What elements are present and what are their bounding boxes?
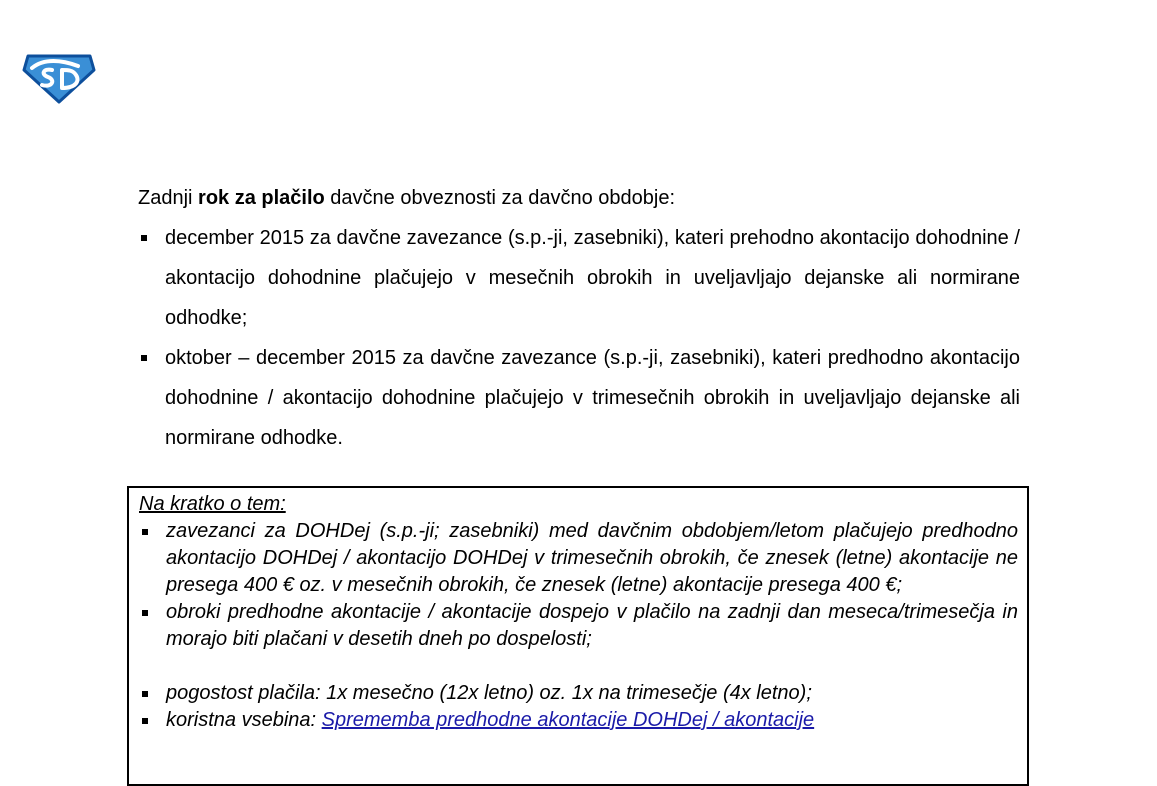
company-logo bbox=[22, 48, 96, 104]
lead-text-pre: Zadnji bbox=[138, 187, 199, 209]
deadline-item: december 2015 za davčne zavezance (s.p.-ji, zasebniki), kateri prehodno akontacijo dohodnine / akontacijo dohodnine plačujejo v mesečnih obrokih in uveljavljajo dejanske ali normirane odhodke; bbox=[138, 218, 1020, 338]
lead-text-bold: rok za plačilo bbox=[198, 187, 325, 209]
deadline-lead bbox=[138, 178, 1020, 218]
summary-heading: Na kratko o tem: bbox=[139, 493, 286, 515]
useful-content-link[interactable]: Sprememba predhodne akontacije DOHDej / akontacije bbox=[321, 709, 815, 731]
useful-content-label: koristna vsebina: bbox=[166, 709, 317, 731]
summary-item: zavezanci za DOHDej (s.p.-ji; zasebniki) med davčnim obdobjem/letom plačujejo predhodno akontacijo DOHDej / akontacijo DOHDej v trimesečnih obrokih, če znesek (letne) akontacije ne presega 400 € oz. v mesečnih obrokih, če znesek (letne) akontacije presega 400 €; bbox=[139, 518, 1018, 599]
deadline-item: oktober – december 2015 za davčne zavezance (s.p.-ji, zasebniki), kateri predhodno akontacijo dohodnine / akontacijo dohodnine plačujejo v trimesečnih obrokih in uveljavljajo dejanske ali normirane odhodke. bbox=[138, 338, 1020, 458]
lead-text-post: davčne obveznosti za davčno obdobje: bbox=[324, 187, 675, 209]
summary-list bbox=[139, 518, 1018, 734]
summary-box bbox=[127, 486, 1029, 786]
summary-item: obroki predhodne akontacije / akontacije dospejo v plačilo na zadnji dan meseca/trimesečja in morajo biti plačani v desetih dneh po dospelosti; bbox=[139, 599, 1018, 653]
summary-item: pogostost plačila: 1x mesečno (12x letno) oz. 1x na trimesečje (4x letno); bbox=[139, 680, 1018, 707]
deadline-list bbox=[138, 218, 1020, 458]
summary-item-useful bbox=[139, 707, 1018, 734]
deadline-section bbox=[138, 178, 1020, 458]
